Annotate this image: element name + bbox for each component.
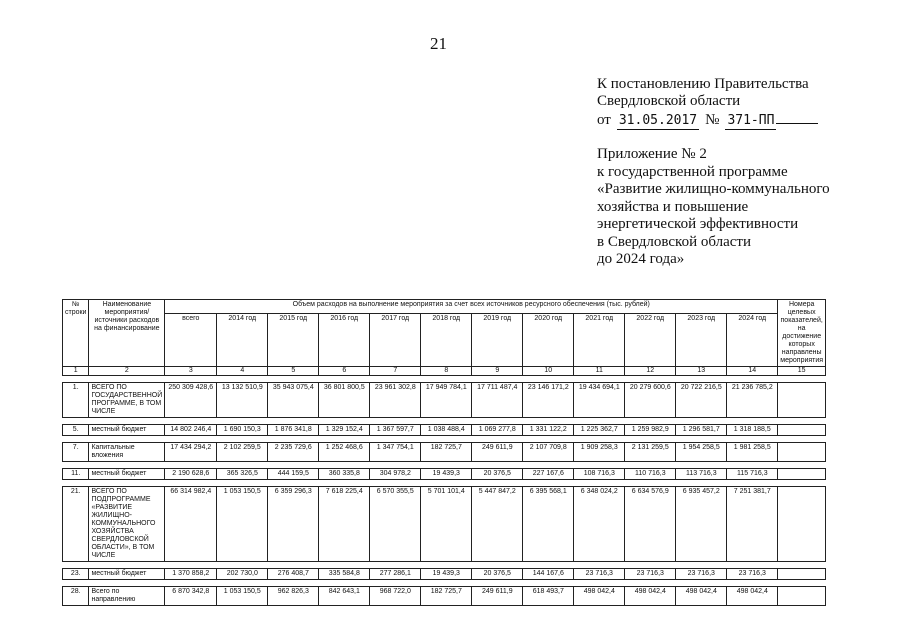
row-year-value: 19 434 694,1 [574,383,625,418]
row-year-value: 1 296 581,7 [676,425,727,436]
row-year-value: 249 611,9 [472,443,523,462]
row-year-value: 1 954 258,5 [676,443,727,462]
row-total-value: 14 802 246,4 [165,425,217,436]
row-year-value: 6 570 355,5 [370,487,421,562]
row-year-value: 36 801 800,5 [319,383,370,418]
decree-date: 31.05.2017 [618,113,698,128]
column-index-cell: 7 [370,367,421,376]
row-year-value: 23 961 302,8 [370,383,421,418]
row-name: ВСЕГО ПО ПОДПРОГРАММЕ «РАЗВИТИЕ ЖИЛИЩНО-КОММУНАЛЬНОГО ХОЗЯЙСТВА СВЕРДЛОВСКОЙ ОБЛАСТИ», В ТОМ ЧИСЛЕ [89,487,165,562]
column-index-cell: 14 [727,367,778,376]
row-year-value: 444 159,5 [268,469,319,480]
row-year-value: 1 331 122,2 [523,425,574,436]
row-year-value: 202 730,0 [217,569,268,580]
table-row [63,569,826,580]
header-year: 2021 год [574,314,625,367]
header-year: 2019 год [472,314,523,367]
column-index-cell: 1 [63,367,89,376]
header-year: 2015 год [268,314,319,367]
table-row [63,487,826,562]
table-row [63,443,826,462]
row-year-value: 1 876 341,8 [268,425,319,436]
row-number: 11. [63,469,89,480]
row-year-value: 19 439,3 [421,569,472,580]
row-year-value: 2 102 259,5 [217,443,268,462]
row-year-value: 20 376,5 [472,469,523,480]
appendix-line: энергетической эффективности [597,216,799,232]
decree-reference [597,76,897,130]
row-name: Всего по направлению [89,587,165,606]
row-separator [63,462,826,469]
table-row [63,383,826,418]
decree-prefix: от [597,112,611,128]
column-index-cell: 6 [319,367,370,376]
row-year-value: 1 053 150,5 [217,587,268,606]
row-indicators [778,487,826,562]
row-year-value: 19 439,3 [421,469,472,480]
expenditure-table [62,299,826,606]
column-index-cell: 11 [574,367,625,376]
header-year: 2018 год [421,314,472,367]
row-year-value: 1 053 150,5 [217,487,268,562]
row-indicators [778,425,826,436]
decree-number: 371-ПП [727,113,775,128]
column-index-row [63,367,826,376]
column-index-cell: 3 [165,367,217,376]
row-name: местный бюджет [89,469,165,480]
decree-line-2: Свердловской области [597,93,741,109]
table-row [63,469,826,480]
appendix-line: к государственной программе [597,163,788,180]
row-total-value: 17 434 294,2 [165,443,217,462]
column-index-cell: 5 [268,367,319,376]
row-year-value: 1 069 277,8 [472,425,523,436]
row-year-value: 35 943 075,4 [268,383,319,418]
row-year-value: 110 716,3 [625,469,676,480]
row-year-value: 1 038 488,4 [421,425,472,436]
row-total-value: 66 314 982,4 [165,487,217,562]
row-separator [63,480,826,487]
row-name: местный бюджет [89,425,165,436]
appendix-line: в Свердловской области [597,233,752,250]
row-year-value: 2 235 729,6 [268,443,319,462]
row-year-value: 1 259 982,9 [625,425,676,436]
row-year-value: 7 251 381,7 [727,487,778,562]
row-year-value: 182 725,7 [421,443,472,462]
decree-underline [776,110,818,124]
row-separator [63,376,826,383]
page-number: 21 [430,34,447,53]
row-year-value: 23 146 171,2 [523,383,574,418]
row-number: 21. [63,487,89,562]
header-year: 2020 год [523,314,574,367]
row-year-value: 1 225 362,7 [574,425,625,436]
row-name: местный бюджет [89,569,165,580]
row-year-value: 360 335,8 [319,469,370,480]
row-total-value: 1 370 858,2 [165,569,217,580]
row-year-value: 23 716,3 [574,569,625,580]
header-year: 2022 год [625,314,676,367]
row-year-value: 21 236 785,2 [727,383,778,418]
row-year-value: 6 395 568,1 [523,487,574,562]
header-year: 2016 год [319,314,370,367]
row-year-value: 113 716,3 [676,469,727,480]
row-year-value: 1 252 468,6 [319,443,370,462]
row-indicators [778,443,826,462]
row-separator [63,562,826,569]
row-year-value: 498 042,4 [727,587,778,606]
column-index-cell: 12 [625,367,676,376]
row-year-value: 108 716,3 [574,469,625,480]
row-number: 7. [63,443,89,462]
row-year-value: 23 716,3 [676,569,727,580]
header-year: 2017 год [370,314,421,367]
row-year-value: 6 935 457,2 [676,487,727,562]
header-volume: Объем расходов на выполнение мероприятия за счет всех источников ресурсного обеспечения (тыс. рублей) [165,300,778,314]
row-year-value: 365 326,5 [217,469,268,480]
row-year-value: 1 690 150,3 [217,425,268,436]
row-total-value: 250 309 428,6 [165,383,217,418]
row-year-value: 20 279 600,6 [625,383,676,418]
row-total-value: 6 870 342,8 [165,587,217,606]
column-index-cell: 8 [421,367,472,376]
row-year-value: 1 318 188,5 [727,425,778,436]
row-year-value: 962 826,3 [268,587,319,606]
header-indicators: Номера целевых показателей, на достижение которых направлены мероприятия [778,300,826,367]
appendix-line: хозяйства и повышение [597,198,749,215]
row-indicators [778,383,826,418]
row-year-value: 5 701 101,4 [421,487,472,562]
row-year-value: 1 981 258,5 [727,443,778,462]
header-year: 2023 год [676,314,727,367]
row-year-value: 23 716,3 [727,569,778,580]
column-index-cell: 13 [676,367,727,376]
decree-line-1: К постановлению Правительства [597,76,809,92]
column-index-cell: 15 [778,367,826,376]
column-index-cell: 10 [523,367,574,376]
row-indicators [778,469,826,480]
header-year: 2014 год [217,314,268,367]
column-index-cell: 4 [217,367,268,376]
row-year-value: 227 167,6 [523,469,574,480]
row-name: ВСЕГО ПО ГОСУДАРСТВЕННОЙ ПРОГРАММЕ, В ТОМ ЧИСЛЕ [89,383,165,418]
table-row [63,587,826,606]
decree-number-sign: № [705,112,720,128]
row-year-value: 13 132 510,9 [217,383,268,418]
row-year-value: 277 286,1 [370,569,421,580]
row-year-value: 842 643,1 [319,587,370,606]
appendix-line: до 2024 года» [597,251,685,267]
decree-date-number [597,110,897,130]
row-year-value: 17 711 487,4 [472,383,523,418]
row-year-value: 498 042,4 [625,587,676,606]
row-year-value: 23 716,3 [625,569,676,580]
row-indicators [778,569,826,580]
row-year-value: 1 367 597,7 [370,425,421,436]
row-number: 28. [63,587,89,606]
row-year-value: 182 725,7 [421,587,472,606]
row-year-value: 6 634 576,9 [625,487,676,562]
row-year-value: 17 949 784,1 [421,383,472,418]
row-separator [63,436,826,443]
row-year-value: 5 447 847,2 [472,487,523,562]
header-name: Наименование мероприятия/источники расходов на финансирование [89,300,165,367]
header-year: 2024 год [727,314,778,367]
row-total-value: 2 190 628,6 [165,469,217,480]
row-year-value: 2 131 259,5 [625,443,676,462]
row-year-value: 498 042,4 [676,587,727,606]
row-year-value: 304 978,2 [370,469,421,480]
column-index-cell: 9 [472,367,523,376]
row-year-value: 115 716,3 [727,469,778,480]
header-row-no: № строки [63,300,89,367]
row-year-value: 1 909 258,3 [574,443,625,462]
row-year-value: 2 107 709,8 [523,443,574,462]
appendix-line: Приложение № 2 [597,146,707,162]
row-number: 1. [63,383,89,418]
row-year-value: 1 347 754,1 [370,443,421,462]
row-year-value: 249 611,9 [472,587,523,606]
row-number: 23. [63,569,89,580]
column-index-cell: 2 [89,367,165,376]
appendix-line: «Развитие жилищно-коммунального [597,181,830,197]
row-year-value: 20 376,5 [472,569,523,580]
row-year-value: 6 359 296,3 [268,487,319,562]
row-year-value: 498 042,4 [574,587,625,606]
table-row [63,425,826,436]
row-separator [63,580,826,587]
row-number: 5. [63,425,89,436]
header-total: всего [165,314,217,367]
row-year-value: 144 167,6 [523,569,574,580]
row-name: Капитальные вложения [89,443,165,462]
row-separator [63,418,826,425]
row-year-value: 7 618 225,4 [319,487,370,562]
row-year-value: 6 348 024,2 [574,487,625,562]
row-year-value: 968 722,0 [370,587,421,606]
row-year-value: 335 584,8 [319,569,370,580]
row-year-value: 276 408,7 [268,569,319,580]
row-year-value: 1 329 152,4 [319,425,370,436]
row-year-value: 618 493,7 [523,587,574,606]
appendix-title [597,146,897,269]
row-year-value: 20 722 216,5 [676,383,727,418]
row-indicators [778,587,826,606]
